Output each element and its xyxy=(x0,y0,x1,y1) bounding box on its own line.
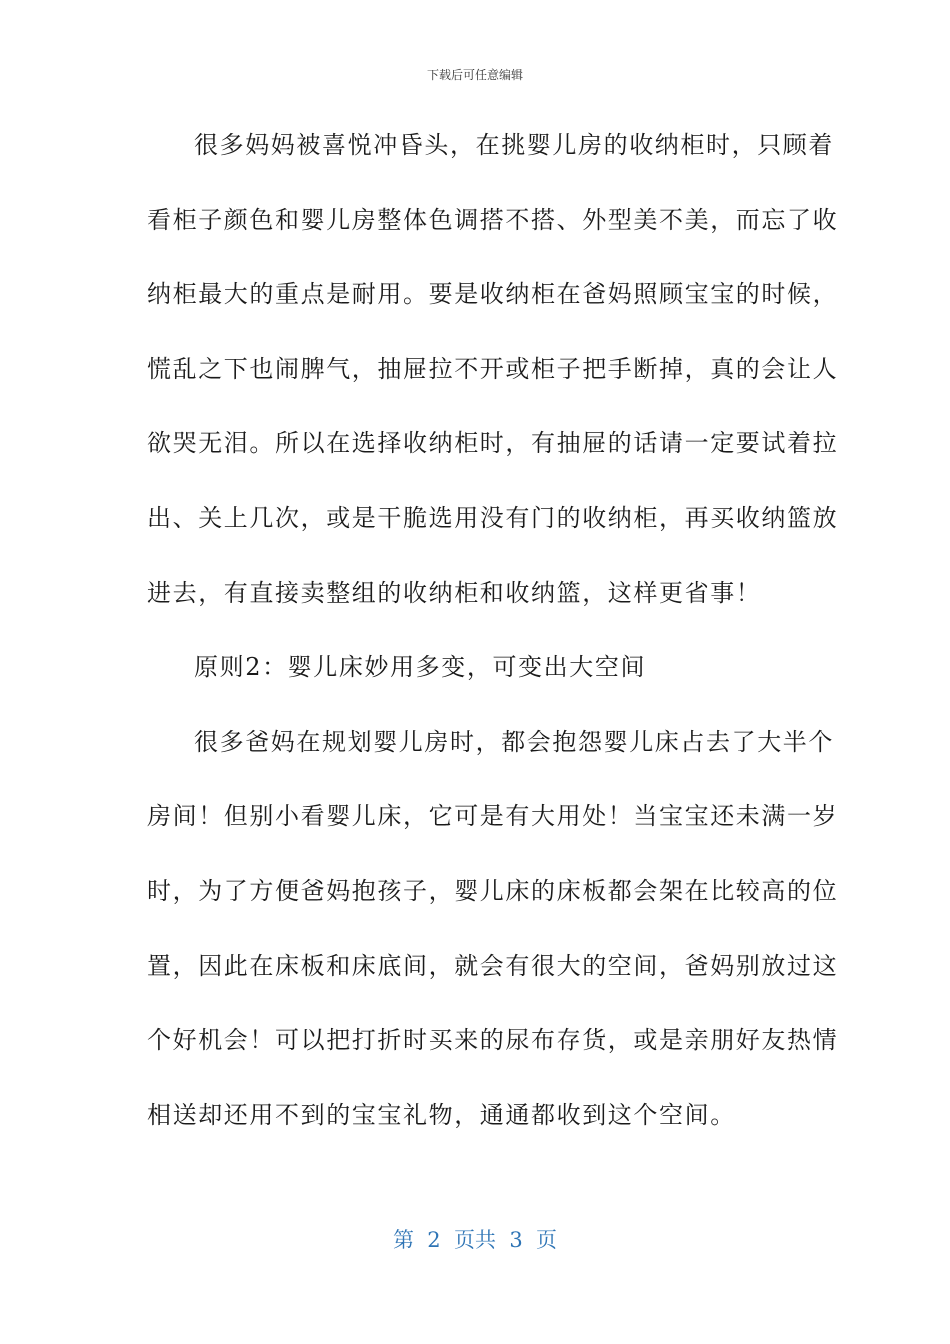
paragraph-line: 出、关上几次，或是干脆选用没有门的收纳柜，再买收纳篮放 xyxy=(147,503,839,532)
page-number: 第 2 页共 3 页 xyxy=(392,1228,558,1252)
paragraph-line: 很多爸妈在规划婴儿房时，都会抱怨婴儿床占去了大半个 xyxy=(194,727,834,756)
section-heading: 原则2：婴儿床妙用多变，可变出大空间 xyxy=(194,653,647,682)
paragraph-line: 纳柜最大的重点是耐用。要是收纳柜在爸妈照顾宝宝的时候， xyxy=(147,280,839,309)
paragraph-line: 很多妈妈被喜悦冲昏头，在挑婴儿房的收纳柜时，只顾着 xyxy=(194,131,834,159)
header-note: 下载后可任意编辑 xyxy=(426,68,523,82)
paragraph-line: 相送却还用不到的宝宝礼物，通通都收到这个空间。 xyxy=(147,1100,736,1129)
document-body xyxy=(147,122,839,1166)
paragraph-line: 房间！但别小看婴儿床，它可是有大用处！当宝宝还未满一岁 xyxy=(147,802,839,831)
paragraph-line: 看柜子颜色和婴儿房整体色调搭不搭、外型美不美，而忘了收 xyxy=(147,205,839,234)
paragraph-line: 慌乱之下也闹脾气，抽屉拉不开或柜子把手断掉，真的会让人 xyxy=(147,354,839,383)
paragraph-line: 欲哭无泪。所以在选择收纳柜时，有抽屉的话请一定要试着拉 xyxy=(147,429,839,458)
paragraph-line: 置，因此在床板和床底间，就会有很大的空间，爸妈别放过这 xyxy=(147,951,839,980)
paragraph-line: 个好机会！可以把打折时买来的尿布存货，或是亲朋好友热情 xyxy=(147,1026,839,1055)
paragraph-line: 进去，有直接卖整组的收纳柜和收纳篮，这样更省事！ xyxy=(147,578,762,607)
paragraph-line: 时，为了方便爸妈抱孩子，婴儿床的床板都会架在比较高的位 xyxy=(147,876,839,905)
